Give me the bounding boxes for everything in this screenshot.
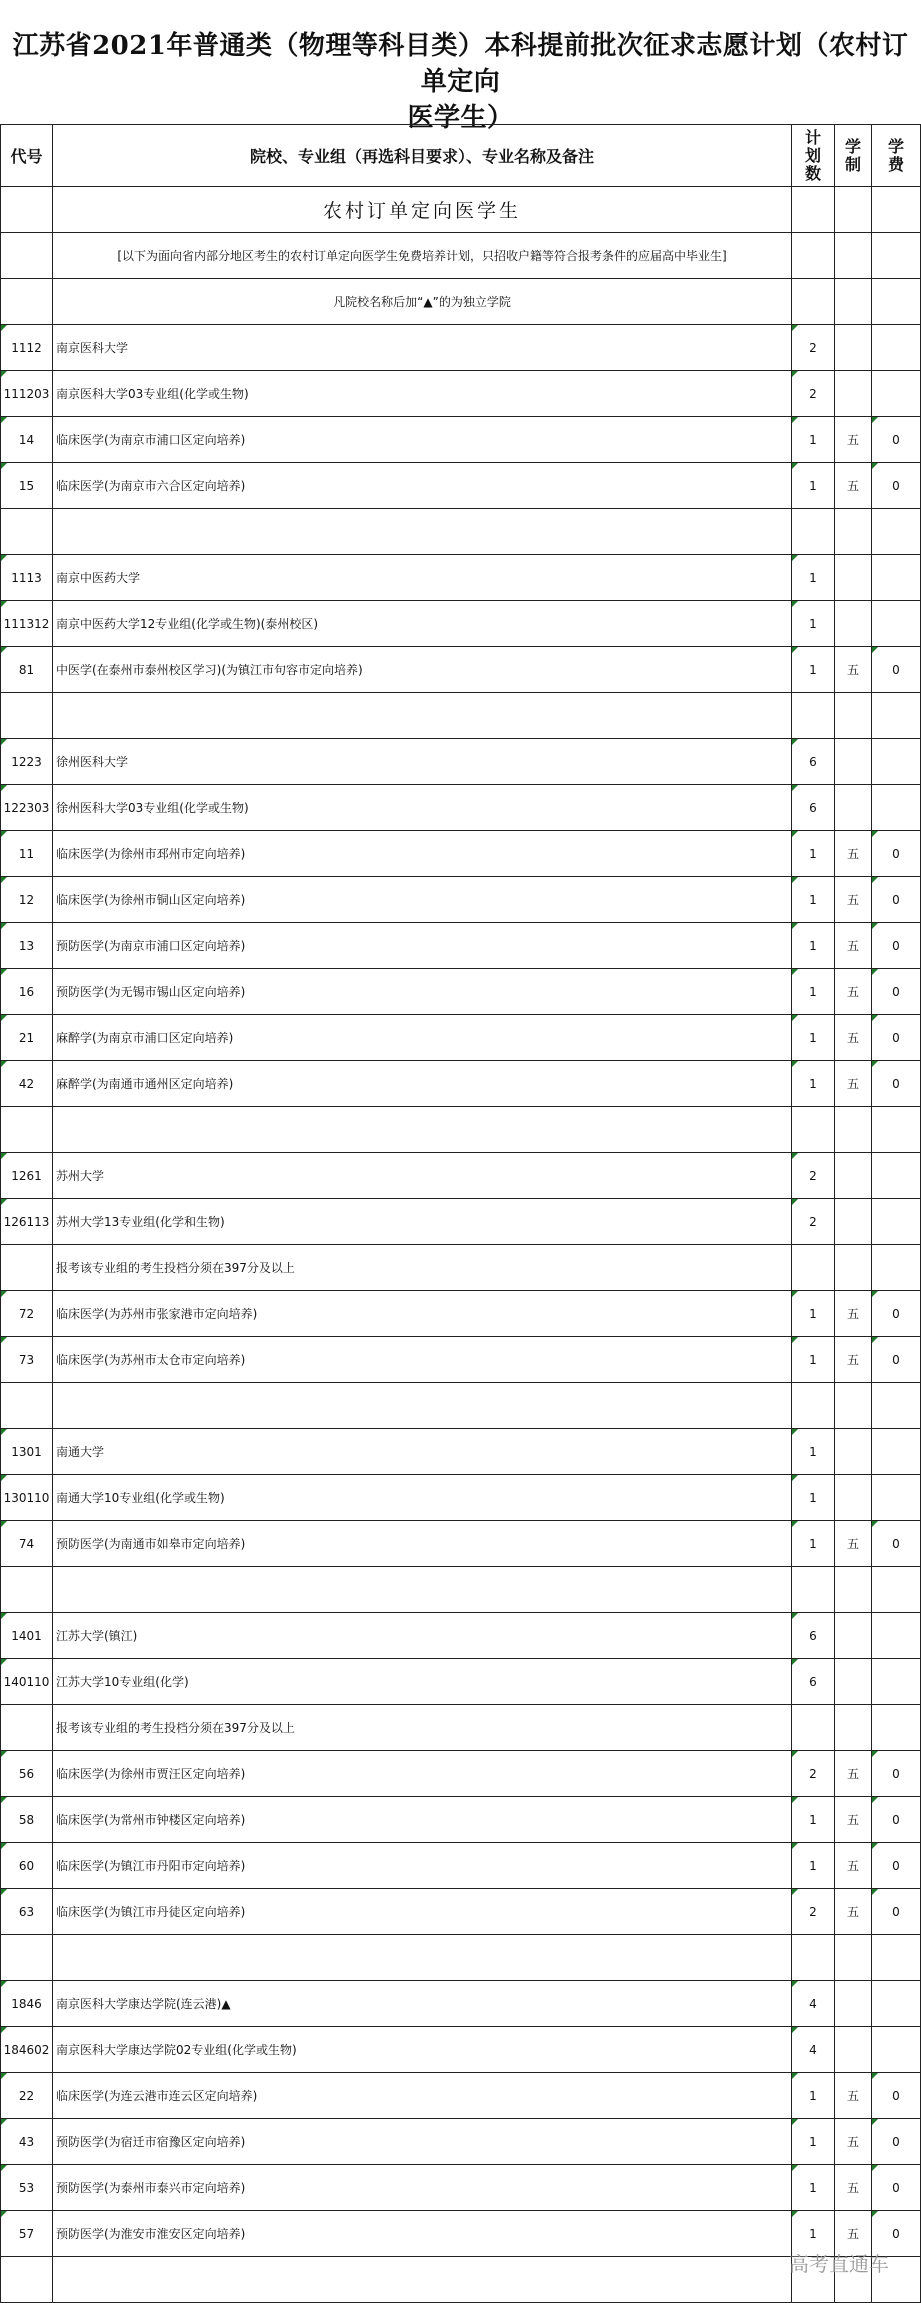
fee-cell — [872, 1613, 921, 1659]
code-cell: 21 — [1, 1015, 53, 1061]
fee-cell — [872, 2027, 921, 2073]
plan-cell: 1 — [792, 877, 835, 923]
plan-cell: 2 — [792, 1889, 835, 1935]
code-cell: 73 — [1, 1337, 53, 1383]
name-cell: 临床医学(为镇江市丹徒区定向培养) — [53, 1889, 792, 1935]
fee-cell: 0 — [872, 2073, 921, 2119]
name-cell — [53, 693, 792, 739]
fee-cell: 0 — [872, 1797, 921, 1843]
xuezhi-cell: 五 — [835, 1751, 872, 1797]
table-row — [1, 739, 921, 785]
table-row — [1, 923, 921, 969]
xuezhi-cell: 五 — [835, 923, 872, 969]
fee-cell: 0 — [872, 1843, 921, 1889]
plan-cell — [792, 1383, 835, 1429]
code-cell — [1, 509, 53, 555]
notice-row-2 — [1, 279, 921, 325]
table-row — [1, 2165, 921, 2211]
notice2-empty-plan — [792, 279, 835, 325]
plan-cell: 1 — [792, 1843, 835, 1889]
xuezhi-cell: 五 — [835, 2119, 872, 2165]
plan-cell: 1 — [792, 1061, 835, 1107]
header-code: 代号 — [1, 125, 53, 187]
code-cell — [1, 1383, 53, 1429]
fee-cell — [872, 1245, 921, 1291]
table-row — [1, 325, 921, 371]
name-cell: 临床医学(为徐州市邳州市定向培养) — [53, 831, 792, 877]
xuezhi-cell — [835, 371, 872, 417]
xuezhi-cell: 五 — [835, 877, 872, 923]
name-cell: 苏州大学 — [53, 1153, 792, 1199]
plan-cell: 2 — [792, 1751, 835, 1797]
table-row — [1, 1567, 921, 1613]
name-cell: 临床医学(为镇江市丹阳市定向培养) — [53, 1843, 792, 1889]
plan-cell: 1 — [792, 1337, 835, 1383]
xuezhi-cell — [835, 1245, 872, 1291]
code-cell: 57 — [1, 2211, 53, 2257]
table-row — [1, 2119, 921, 2165]
xuezhi-cell: 五 — [835, 831, 872, 877]
fee-cell — [872, 509, 921, 555]
header-fee — [872, 125, 921, 187]
xuezhi-cell — [835, 509, 872, 555]
table-header-row — [1, 125, 921, 187]
xuezhi-cell — [835, 1567, 872, 1613]
table-row — [1, 509, 921, 555]
title-line-2: 医学生） — [407, 103, 514, 133]
plan-cell — [792, 1935, 835, 1981]
plan-cell — [792, 509, 835, 555]
table-row — [1, 1843, 921, 1889]
name-cell: 麻醉学(为南京市浦口区定向培养) — [53, 1015, 792, 1061]
name-cell: 临床医学(为连云港市连云区定向培养) — [53, 2073, 792, 2119]
table-row — [1, 969, 921, 1015]
notice1-empty-xz — [835, 233, 872, 279]
name-cell: 预防医学(为南通市如皋市定向培养) — [53, 1521, 792, 1567]
table-row — [1, 2211, 921, 2257]
table-row — [1, 1015, 921, 1061]
code-cell — [1, 2257, 53, 2303]
name-cell: 徐州医科大学03专业组(化学或生物) — [53, 785, 792, 831]
table-row — [1, 1889, 921, 1935]
name-cell: 临床医学(为苏州市太仓市定向培养) — [53, 1337, 792, 1383]
xuezhi-cell: 五 — [835, 2165, 872, 2211]
plan-cell: 2 — [792, 1199, 835, 1245]
name-cell: 预防医学(为南京市浦口区定向培养) — [53, 923, 792, 969]
xuezhi-cell — [835, 693, 872, 739]
xuezhi-cell: 五 — [835, 1843, 872, 1889]
name-cell — [53, 509, 792, 555]
name-cell: 麻醉学(为南通市通州区定向培养) — [53, 1061, 792, 1107]
plan-cell: 1 — [792, 2073, 835, 2119]
name-cell: 预防医学(为宿迁市宿豫区定向培养) — [53, 2119, 792, 2165]
plan-cell: 1 — [792, 463, 835, 509]
fee-cell: 0 — [872, 1337, 921, 1383]
plan-cell: 1 — [792, 647, 835, 693]
xuezhi-cell: 五 — [835, 647, 872, 693]
fee-cell: 0 — [872, 923, 921, 969]
code-cell — [1, 693, 53, 739]
table-row — [1, 1935, 921, 1981]
fee-cell: 0 — [872, 969, 921, 1015]
code-cell: 111312 — [1, 601, 53, 647]
name-cell: 临床医学(为南京市六合区定向培养) — [53, 463, 792, 509]
name-cell: 南京中医药大学 — [53, 555, 792, 601]
notice-independent-college: 凡院校名称后加“▲”的为独立学院 — [53, 279, 792, 325]
plan-cell: 1 — [792, 1429, 835, 1475]
fee-cell: 0 — [872, 2165, 921, 2211]
table-row — [1, 1245, 921, 1291]
watermark: 高考直通车 — [789, 2252, 889, 2276]
plan-cell: 2 — [792, 1153, 835, 1199]
page-title — [0, 0, 921, 133]
notice1-empty-plan — [792, 233, 835, 279]
xuezhi-cell: 五 — [835, 1889, 872, 1935]
fee-cell — [872, 1199, 921, 1245]
xuezhi-cell: 五 — [835, 1337, 872, 1383]
table-row — [1, 1429, 921, 1475]
plan-cell: 2 — [792, 325, 835, 371]
table-row — [1, 417, 921, 463]
table-row — [1, 2027, 921, 2073]
fee-cell: 0 — [872, 831, 921, 877]
code-cell — [1, 1935, 53, 1981]
header-name: 院校、专业组（再选科目要求）、专业名称及备注 — [53, 125, 792, 187]
name-cell: 南京中医药大学12专业组(化学或生物)(泰州校区) — [53, 601, 792, 647]
name-cell — [53, 1935, 792, 1981]
fee-cell — [872, 693, 921, 739]
table-row — [1, 1475, 921, 1521]
code-cell: 1112 — [1, 325, 53, 371]
code-cell: 14 — [1, 417, 53, 463]
plan-cell: 6 — [792, 739, 835, 785]
category-banner: 农村订单定向医学生 — [53, 187, 792, 233]
code-cell: 11 — [1, 831, 53, 877]
fee-cell: 0 — [872, 417, 921, 463]
plan-cell: 1 — [792, 1475, 835, 1521]
notice2-empty-fee — [872, 279, 921, 325]
table-row — [1, 647, 921, 693]
code-cell: 15 — [1, 463, 53, 509]
plan-cell: 1 — [792, 2211, 835, 2257]
name-cell: 临床医学(为徐州市铜山区定向培养) — [53, 877, 792, 923]
name-cell: 预防医学(为无锡市锡山区定向培养) — [53, 969, 792, 1015]
table-row — [1, 1521, 921, 1567]
code-cell: 74 — [1, 1521, 53, 1567]
table-row — [1, 1291, 921, 1337]
code-cell: 63 — [1, 1889, 53, 1935]
table-row — [1, 1613, 921, 1659]
table-row — [1, 1383, 921, 1429]
code-cell: 1401 — [1, 1613, 53, 1659]
code-cell: 1113 — [1, 555, 53, 601]
table-row — [1, 601, 921, 647]
notice-eligibility: [以下为面向省内部分地区考生的农村订单定向医学生免费培养计划，只招收户籍等符合报考条件的应届高中毕业生] — [53, 233, 792, 279]
notice2-empty-xz — [835, 279, 872, 325]
banner-empty-code — [1, 187, 53, 233]
code-cell — [1, 1245, 53, 1291]
name-cell: 南通大学 — [53, 1429, 792, 1475]
fee-cell — [872, 1383, 921, 1429]
plan-cell: 1 — [792, 601, 835, 647]
fee-cell — [872, 1705, 921, 1751]
xuezhi-cell — [835, 1935, 872, 1981]
xuezhi-cell — [835, 601, 872, 647]
fee-cell — [872, 739, 921, 785]
name-cell: 临床医学(为苏州市张家港市定向培养) — [53, 1291, 792, 1337]
table-row — [1, 693, 921, 739]
fee-cell — [872, 1935, 921, 1981]
name-cell: 苏州大学13专业组(化学和生物) — [53, 1199, 792, 1245]
name-cell — [53, 1567, 792, 1613]
name-cell: 预防医学(为淮安市淮安区定向培养) — [53, 2211, 792, 2257]
plan-cell — [792, 1705, 835, 1751]
code-cell: 53 — [1, 2165, 53, 2211]
fee-cell — [872, 1107, 921, 1153]
code-cell: 56 — [1, 1751, 53, 1797]
code-cell — [1, 1705, 53, 1751]
code-cell: 72 — [1, 1291, 53, 1337]
table-row — [1, 463, 921, 509]
name-cell: 临床医学(为南京市浦口区定向培养) — [53, 417, 792, 463]
name-cell: 报考该专业组的考生投档分须在397分及以上 — [53, 1705, 792, 1751]
fee-cell: 0 — [872, 1061, 921, 1107]
plan-cell — [792, 1107, 835, 1153]
table-row — [1, 1751, 921, 1797]
notice2-empty-code — [1, 279, 53, 325]
fee-cell: 0 — [872, 1015, 921, 1061]
fee-cell — [872, 325, 921, 371]
table-row — [1, 831, 921, 877]
xuezhi-cell — [835, 1475, 872, 1521]
code-cell: 184602 — [1, 2027, 53, 2073]
code-cell: 1301 — [1, 1429, 53, 1475]
code-cell: 60 — [1, 1843, 53, 1889]
table-row — [1, 877, 921, 923]
name-cell: 南京医科大学03专业组(化学或生物) — [53, 371, 792, 417]
xuezhi-cell: 五 — [835, 2211, 872, 2257]
name-cell: 江苏大学(镇江) — [53, 1613, 792, 1659]
header-fee-text: 学费 — [888, 136, 905, 174]
xuezhi-cell: 五 — [835, 463, 872, 509]
name-cell: 江苏大学10专业组(化学) — [53, 1659, 792, 1705]
plan-cell: 1 — [792, 1291, 835, 1337]
fee-cell — [872, 1153, 921, 1199]
name-cell: 预防医学(为泰州市泰兴市定向培养) — [53, 2165, 792, 2211]
table-row — [1, 555, 921, 601]
fee-cell: 0 — [872, 1291, 921, 1337]
table-row — [1, 1107, 921, 1153]
code-cell: 43 — [1, 2119, 53, 2165]
plan-cell: 6 — [792, 1659, 835, 1705]
fee-cell — [872, 1429, 921, 1475]
code-cell: 42 — [1, 1061, 53, 1107]
banner-empty-fee — [872, 187, 921, 233]
xuezhi-cell: 五 — [835, 1015, 872, 1061]
fee-cell: 0 — [872, 2119, 921, 2165]
fee-cell: 0 — [872, 1521, 921, 1567]
plan-table — [0, 124, 921, 2303]
plan-cell — [792, 1567, 835, 1613]
name-cell: 南通大学10专业组(化学或生物) — [53, 1475, 792, 1521]
xuezhi-cell: 五 — [835, 417, 872, 463]
xuezhi-cell — [835, 1659, 872, 1705]
plan-cell: 1 — [792, 555, 835, 601]
fee-cell — [872, 1659, 921, 1705]
xuezhi-cell — [835, 739, 872, 785]
xuezhi-cell — [835, 785, 872, 831]
code-cell: 1223 — [1, 739, 53, 785]
title-line-1: 江苏省2021年普通类（物理等科目类）本科提前批次征求志愿计划（农村订单定向 — [12, 31, 909, 97]
plan-cell: 1 — [792, 2119, 835, 2165]
xuezhi-cell — [835, 1107, 872, 1153]
code-cell: 13 — [1, 923, 53, 969]
plan-cell: 2 — [792, 371, 835, 417]
table-row — [1, 1153, 921, 1199]
name-cell: 中医学(在泰州市泰州校区学习)(为镇江市句容市定向培养) — [53, 647, 792, 693]
table-row — [1, 2073, 921, 2119]
xuezhi-cell — [835, 325, 872, 371]
xuezhi-cell — [835, 2027, 872, 2073]
fee-cell — [872, 601, 921, 647]
name-cell: 临床医学(为常州市钟楼区定向培养) — [53, 1797, 792, 1843]
fee-cell: 0 — [872, 1751, 921, 1797]
banner-empty-xz — [835, 187, 872, 233]
plan-cell: 1 — [792, 417, 835, 463]
table-row — [1, 371, 921, 417]
notice1-empty-code — [1, 233, 53, 279]
code-cell: 81 — [1, 647, 53, 693]
name-cell — [53, 1383, 792, 1429]
xuezhi-cell: 五 — [835, 2073, 872, 2119]
plan-cell — [792, 693, 835, 739]
name-cell — [53, 2257, 792, 2303]
code-cell: 22 — [1, 2073, 53, 2119]
table-row — [1, 1061, 921, 1107]
fee-cell: 0 — [872, 463, 921, 509]
code-cell: 12 — [1, 877, 53, 923]
xuezhi-cell — [835, 1153, 872, 1199]
code-cell: 1261 — [1, 1153, 53, 1199]
code-cell: 122303 — [1, 785, 53, 831]
name-cell: 南京医科大学康达学院(连云港)▲ — [53, 1981, 792, 2027]
name-cell: 南京医科大学 — [53, 325, 792, 371]
fee-cell — [872, 1981, 921, 2027]
name-cell — [53, 1107, 792, 1153]
table-row — [1, 1659, 921, 1705]
plan-cell: 4 — [792, 1981, 835, 2027]
plan-cell: 1 — [792, 1521, 835, 1567]
table-row — [1, 2257, 921, 2303]
plan-cell: 1 — [792, 923, 835, 969]
code-cell — [1, 1567, 53, 1613]
fee-cell — [872, 1475, 921, 1521]
fee-cell — [872, 555, 921, 601]
header-plan-text: 计划数 — [805, 127, 822, 183]
plan-cell — [792, 1245, 835, 1291]
plan-cell: 1 — [792, 969, 835, 1015]
xuezhi-cell: 五 — [835, 1061, 872, 1107]
fee-cell — [872, 371, 921, 417]
name-cell: 报考该专业组的考生投档分须在397分及以上 — [53, 1245, 792, 1291]
xuezhi-cell: 五 — [835, 1291, 872, 1337]
xuezhi-cell — [835, 1383, 872, 1429]
notice-row-1 — [1, 233, 921, 279]
xuezhi-cell — [835, 1705, 872, 1751]
code-cell: 1846 — [1, 1981, 53, 2027]
code-cell: 16 — [1, 969, 53, 1015]
banner-row — [1, 187, 921, 233]
table-row — [1, 1705, 921, 1751]
xuezhi-cell — [835, 1429, 872, 1475]
table-row — [1, 1199, 921, 1245]
name-cell: 徐州医科大学 — [53, 739, 792, 785]
xuezhi-cell — [835, 1199, 872, 1245]
code-cell: 58 — [1, 1797, 53, 1843]
fee-cell: 0 — [872, 877, 921, 923]
header-plan — [792, 125, 835, 187]
header-xuezhi — [835, 125, 872, 187]
plan-cell: 4 — [792, 2027, 835, 2073]
plan-cell: 6 — [792, 1613, 835, 1659]
fee-cell: 0 — [872, 2211, 921, 2257]
xuezhi-cell — [835, 555, 872, 601]
plan-cell: 1 — [792, 1797, 835, 1843]
header-xuezhi-text: 学制 — [845, 136, 862, 174]
banner-empty-plan — [792, 187, 835, 233]
xuezhi-cell: 五 — [835, 969, 872, 1015]
name-cell: 临床医学(为徐州市贾汪区定向培养) — [53, 1751, 792, 1797]
fee-cell: 0 — [872, 1889, 921, 1935]
table-row — [1, 785, 921, 831]
code-cell: 111203 — [1, 371, 53, 417]
xuezhi-cell — [835, 1613, 872, 1659]
xuezhi-cell: 五 — [835, 1797, 872, 1843]
table-row — [1, 1981, 921, 2027]
table-row — [1, 1337, 921, 1383]
xuezhi-cell: 五 — [835, 1521, 872, 1567]
code-cell: 130110 — [1, 1475, 53, 1521]
plan-cell: 1 — [792, 1015, 835, 1061]
table-row — [1, 1797, 921, 1843]
notice1-empty-fee — [872, 233, 921, 279]
xuezhi-cell — [835, 1981, 872, 2027]
fee-cell — [872, 785, 921, 831]
plan-cell: 1 — [792, 831, 835, 877]
plan-cell: 1 — [792, 2165, 835, 2211]
fee-cell — [872, 1567, 921, 1613]
code-cell: 126113 — [1, 1199, 53, 1245]
plan-cell: 6 — [792, 785, 835, 831]
name-cell: 南京医科大学康达学院02专业组(化学或生物) — [53, 2027, 792, 2073]
code-cell — [1, 1107, 53, 1153]
fee-cell: 0 — [872, 647, 921, 693]
code-cell: 140110 — [1, 1659, 53, 1705]
